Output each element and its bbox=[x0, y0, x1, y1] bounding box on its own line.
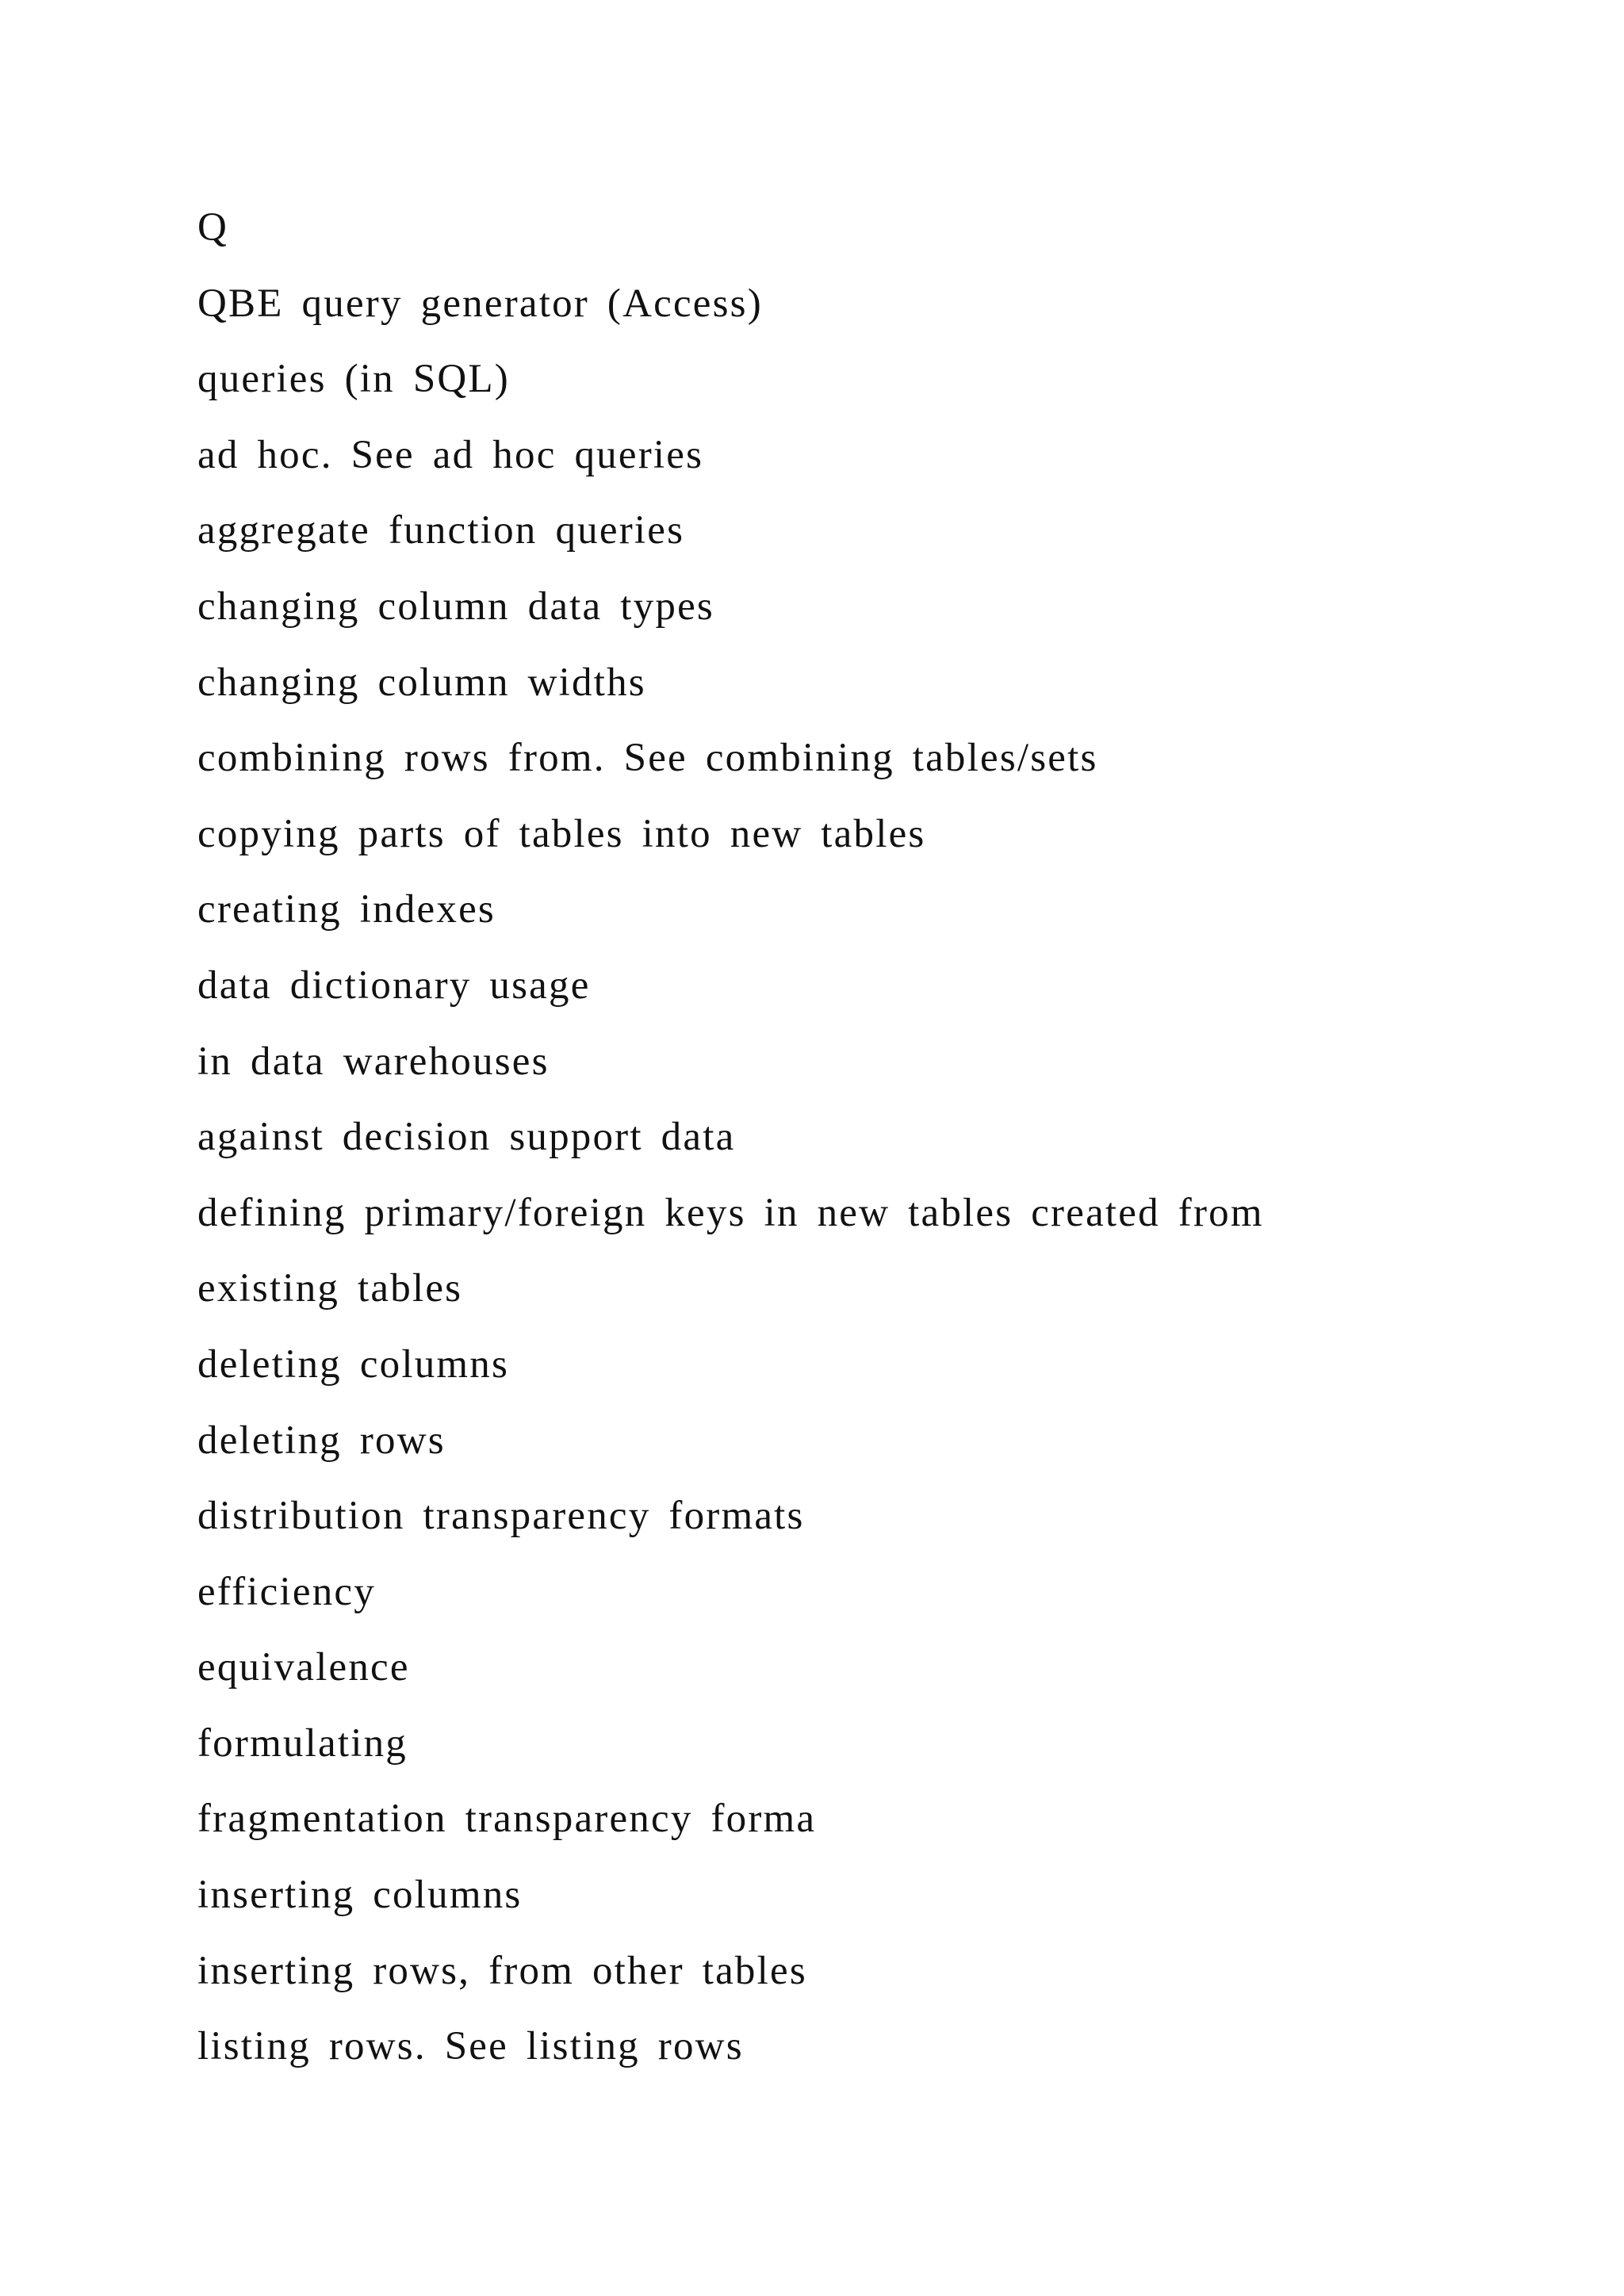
index-entries bbox=[197, 190, 1585, 2085]
index-entry: inserting columns bbox=[197, 1873, 523, 1918]
index-entry: defining primary/foreign keys in new tables created from bbox=[197, 1190, 1264, 1235]
index-entry: changing column data types bbox=[197, 584, 714, 629]
index-entry: deleting rows bbox=[197, 1418, 446, 1463]
section-letter: Q bbox=[197, 205, 229, 250]
index-entry: inserting rows, from other tables bbox=[197, 1948, 807, 1993]
index-entry: in data warehouses bbox=[197, 1039, 550, 1084]
index-entry: queries (in SQL) bbox=[197, 357, 510, 402]
index-entry: fragmentation transparency forma bbox=[197, 1797, 817, 1842]
index-entry: ad hoc. See ad hoc queries bbox=[197, 432, 704, 477]
index-entry: listing rows. See listing rows bbox=[197, 2024, 744, 2069]
index-entry: copying parts of tables into new tables bbox=[197, 811, 926, 856]
index-entry: changing column widths bbox=[197, 660, 646, 705]
index-entry: efficiency bbox=[197, 1569, 376, 1614]
index-entry: combining rows from. See combining tables/sets bbox=[197, 736, 1098, 781]
index-entry: distribution transparency formats bbox=[197, 1494, 805, 1539]
index-entry: data dictionary usage bbox=[197, 962, 591, 1008]
index-entry: aggregate function queries bbox=[197, 508, 685, 553]
index-entry: QBE query generator (Access) bbox=[197, 281, 763, 326]
index-entry: creating indexes bbox=[197, 887, 496, 932]
index-entry: formulating bbox=[197, 1720, 408, 1766]
index-entry: existing tables bbox=[197, 1266, 463, 1311]
index-entry: against decision support data bbox=[197, 1115, 736, 1160]
index-entry: deleting columns bbox=[197, 1341, 510, 1387]
index-entry: equivalence bbox=[197, 1645, 410, 1690]
